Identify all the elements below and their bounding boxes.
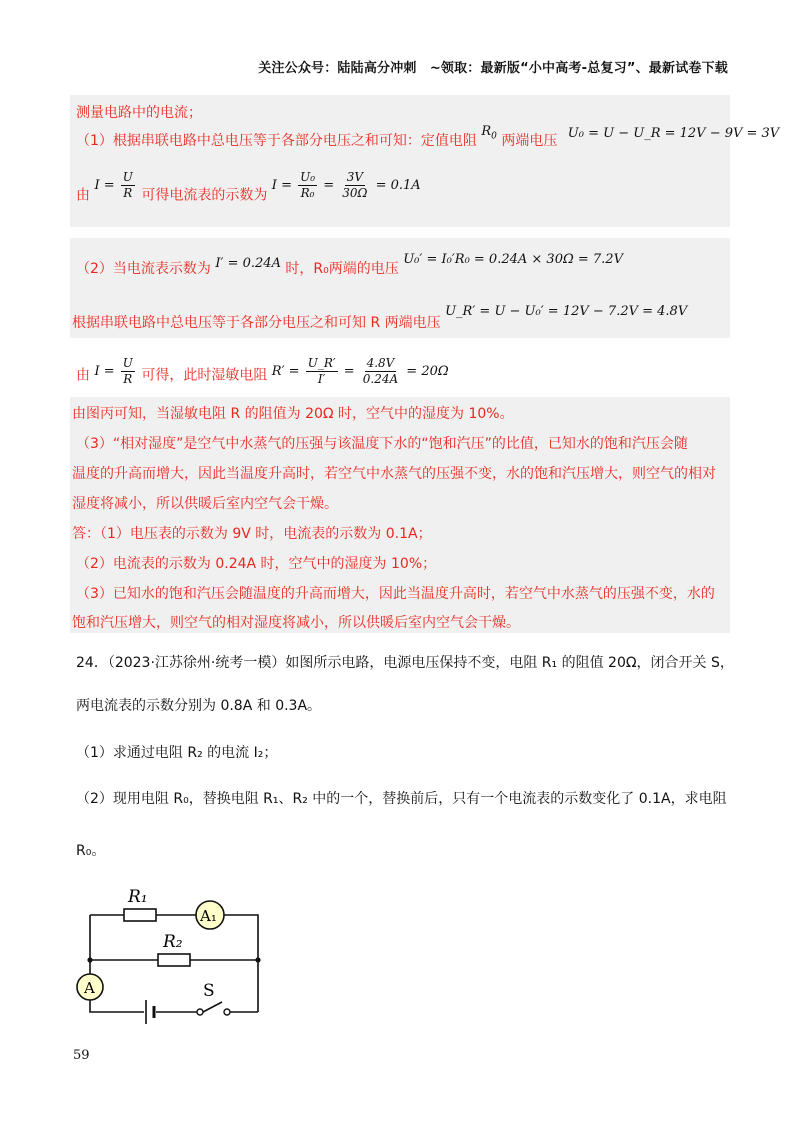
answer-line-6-text2: 可得，此时湿敏电阻 — [141, 367, 268, 384]
answer-line-4-text2: 时，R₀两端的电压 — [285, 261, 399, 277]
question-line-2: 两电流表的示数分别为 0.8A 和 0.3A。 — [76, 698, 322, 714]
resistance-equation: R′ = $\frac{U\_R'}{I'}$ = $\frac{4.8V}{0.24A}$ = 20Ω — [271, 356, 449, 386]
question-line-3: （1）求通过电阻 R₂ 的电流 I₂； — [76, 745, 278, 761]
answer-line-7: 由图丙可知，当湿敏电阻 R 的阻值为 20Ω 时，空气中的湿度为 10%。 — [72, 406, 514, 422]
answer-line-3 — [76, 170, 421, 211]
junction-right — [255, 957, 260, 962]
resistor-r2 — [158, 954, 190, 966]
answer-line-8: （3）“相对湿度”是空气中水蒸气的压强与该温度下水的“饱和汽压”的比值，已知水的饱和汽压会随 — [76, 436, 688, 452]
answer-line-6-text: 由 — [76, 367, 90, 384]
answer-line-3-text: 由 — [76, 187, 90, 204]
question-line-5: R₀。 — [76, 843, 106, 859]
junction-left — [87, 957, 92, 962]
s-label: S — [203, 981, 215, 1001]
resistor-r1 — [124, 909, 156, 921]
answer-line-5-text: 根据串联电路中总电压等于各部分电压之和可知 R 两端电压 — [72, 315, 441, 331]
current-value: I′ = 0.24A — [215, 255, 281, 271]
u0-prime-equation: U₀′ = I₀′R₀ = 0.24A × 30Ω = 7.2V — [403, 251, 623, 267]
wire-right — [224, 915, 258, 1012]
answer-line-1: 测量电路中的电流； — [76, 105, 202, 121]
answer-line-10: 湿度将减小，所以供暖后室内空气会干燥。 — [72, 496, 338, 512]
circuit-diagram — [60, 880, 280, 1040]
answer-line-14: 饱和汽压增大，则空气的相对湿度将减小，所以供暖后室内空气会干燥。 — [72, 615, 520, 631]
switch-pivot — [197, 1009, 203, 1015]
answer-line-11: 答：（1）电压表的示数为 9V 时，电流表的示数为 0.1A； — [72, 526, 432, 542]
current-equation: I = $\frac{\text{U₀}}{\text{R₀}}$ = $\frac{3V}{30\Omega}$ = 0.1A — [271, 170, 421, 200]
answer-line-12: （2）电流表的示数为 0.24A 时，空气中的湿度为 10%； — [76, 556, 437, 572]
a-label: A — [84, 979, 95, 997]
a1-label: A₁ — [200, 907, 217, 925]
page-header: 关注公众号：陆陆高分冲刺 ~领取：最新版“小中高考-总复习”、最新试卷下载 — [258, 61, 728, 76]
u0-equation: U₀ = U − U_R = 12V − 9V = 3V — [567, 125, 780, 141]
answer-line-5 — [72, 303, 688, 332]
question-line-4: （2）现用电阻 R₀，替换电阻 R₁、R₂ 中的一个，替换前后，只有一个电流表的示数变化了 0.1A，求电阻 — [76, 791, 727, 807]
question-line-1: 24．（2023·江苏徐州·统考一模）如图所示电路，电源电压保持不变，电阻 R₁ 的阻值 20Ω，闭合开关 S， — [76, 655, 734, 671]
answer-line-4-text: （2）当电流表示数为 — [76, 261, 211, 277]
r1-label: R₁ — [128, 887, 148, 907]
answer-line-6 — [76, 356, 449, 391]
answer-line-2-text2: 两端电压 — [501, 133, 558, 149]
answer-line-3-text2: 可得电流表的示数为 — [141, 187, 268, 204]
r0-symbol: $R_0$ — [481, 124, 497, 142]
answer-line-9: 温度的升高而增大，因此当温度升高时，若空气中水蒸气的压强不变，水的饱和汽压增大，则空气的相对 — [72, 466, 716, 482]
switch-blade — [203, 1002, 222, 1012]
page-number: 59 — [73, 1048, 90, 1063]
answer-line-13: （3）已知水的饱和汽压会随温度的升高而增大，因此当温度升高时，若空气中水蒸气的压强不变，水的 — [76, 586, 715, 602]
r2-label: R₂ — [163, 932, 183, 952]
ohm-law-formula-2: I = $\frac{U}{R}$ — [94, 356, 133, 386]
switch-contact — [224, 1009, 230, 1015]
ohm-law-formula: I = $\frac{U}{R}$ — [94, 170, 133, 200]
wire-left-lower — [90, 1000, 144, 1012]
answer-line-2-text: （1）根据串联电路中总电压等于各部分电压之和可知：定值电阻 — [76, 133, 477, 149]
ur-prime-equation: U_R′ = U − U₀′ = 12V − 7.2V = 4.8V — [445, 303, 688, 319]
answer-line-2 — [76, 124, 780, 150]
answer-line-4 — [76, 251, 623, 278]
